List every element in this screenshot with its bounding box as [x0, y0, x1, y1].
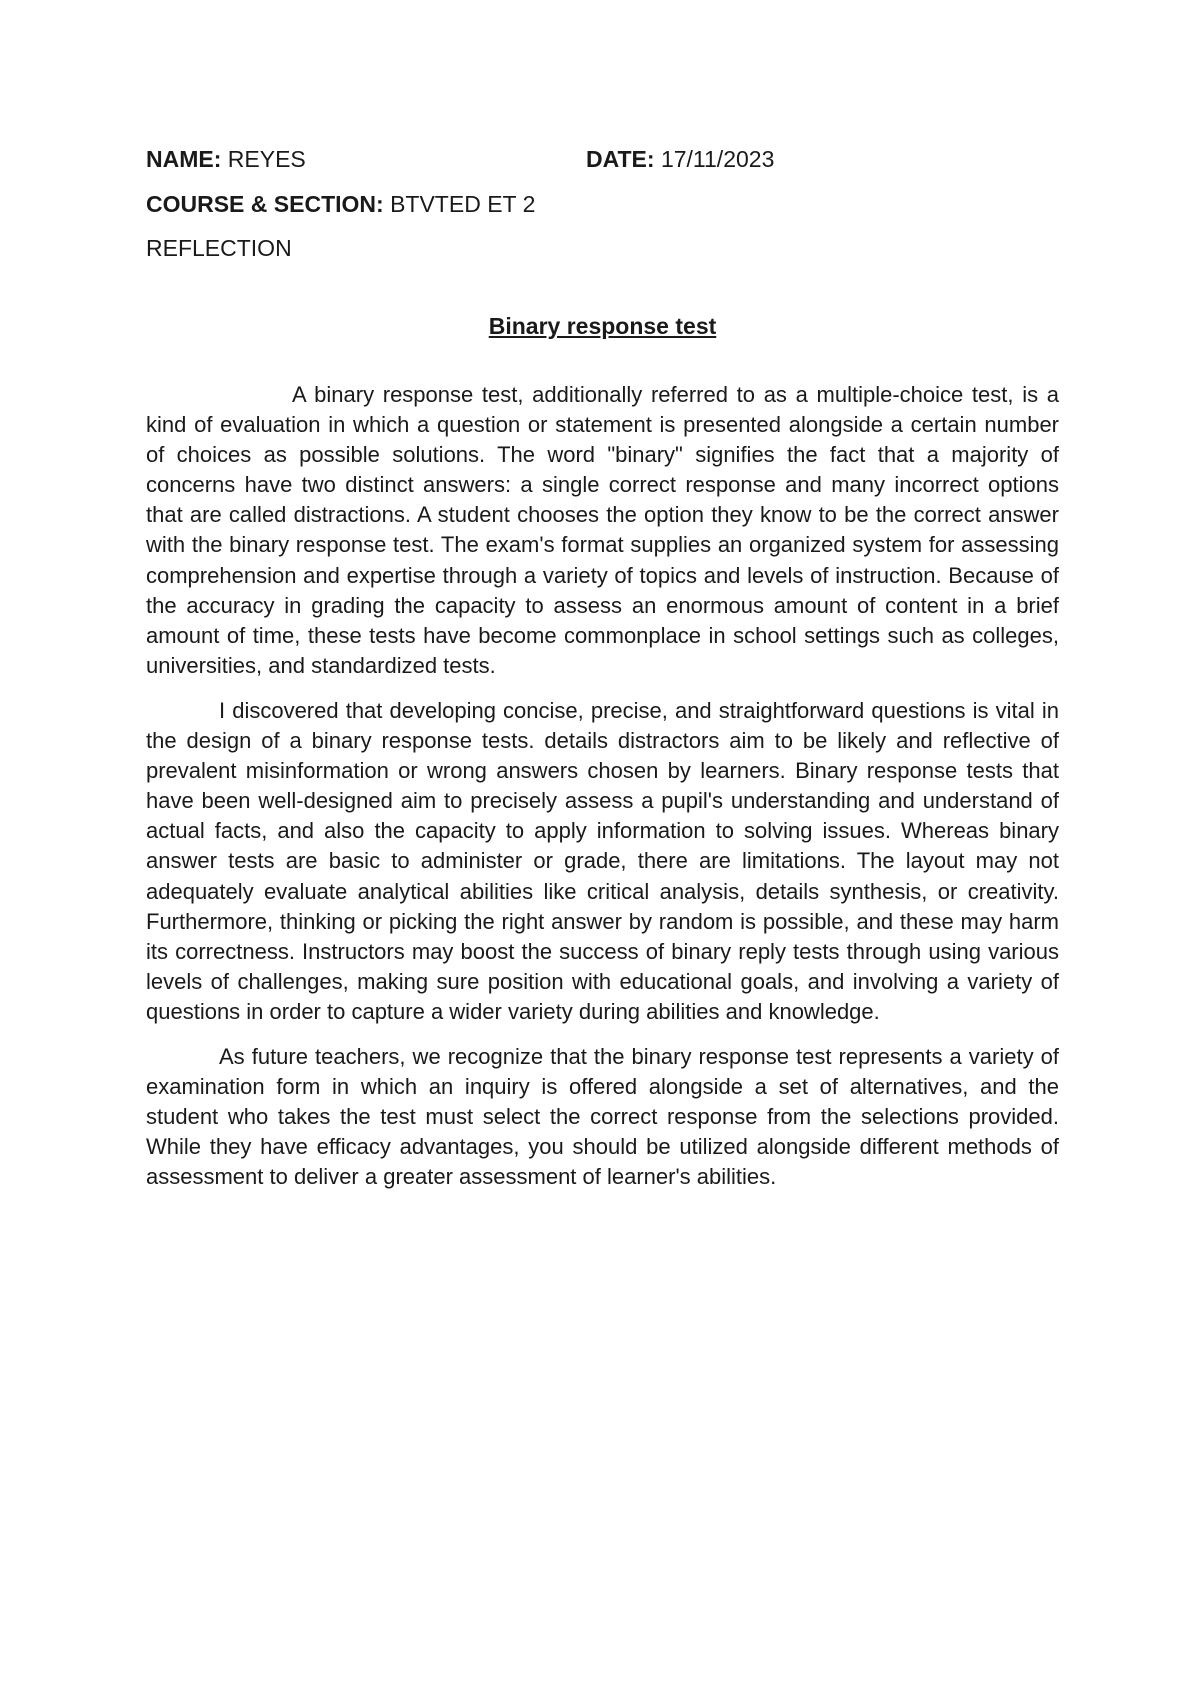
- header-row-name-date: [146, 144, 1059, 174]
- date-value: 17/11/2023: [654, 146, 775, 172]
- name-field: [146, 146, 306, 172]
- reflection-label: REFLECTION: [146, 235, 292, 261]
- course-section-field: [146, 189, 1059, 219]
- name-value: REYES: [221, 146, 306, 172]
- date-label: DATE:: [586, 146, 655, 172]
- paragraph-2: I discovered that developing concise, precise, and straightforward questions is vital in the design of a binary response tests. details distractors aim to be likely and reflective of prevalent misinformation or wrong answers chosen by learners. Binary response tests that have been well-designed aim to precisely assess a pupil's understanding and understand of actual facts, and also the capacity to apply information to solving issues. Whereas binary answer tests are basic to administer or grade, there are limitations. The layout may not adequately evaluate analytical abilities like critical analysis, details synthesis, or creativity. Furthermore, thinking or picking the right answer by random is possible, and these may harm its correctness. Instructors may boost the success of binary reply tests through using various levels of challenges, making sure position with educational goals, and involving a variety of questions in order to capture a wider variety during abilities and knowledge.: [146, 697, 1059, 1024]
- name-label: NAME:: [146, 146, 222, 172]
- course-label: COURSE & SECTION:: [146, 191, 384, 217]
- course-value: BTVTED ET 2: [383, 191, 536, 217]
- paragraph-1: A binary response test, additionally referred to as a multiple-choice test, is a kind of evaluation in which a question or statement is presented alongside a certain number of choices as possible solutions. The word "binary" signifies the fact that a majority of concerns have two distinct answers: a single correct response and many incorrect options that are called distractions. A student chooses the option they know to be the correct answer with the binary response test. The exam's format supplies an organized system for assessing comprehension and expertise through a variety of topics and levels of instruction. Because of the accuracy in grading the capacity to assess an enormous amount of content in a brief amount of time, these tests have become commonplace in school settings such as colleges, universities, and standardized tests.: [146, 382, 1059, 678]
- document-body: [146, 380, 1059, 1192]
- document-title: Binary response test: [488, 313, 717, 339]
- date-field: [586, 144, 774, 174]
- document-content: [146, 144, 1059, 1207]
- paragraph-3: As future teachers, we recognize that the binary response test represents a variety of examination form in which an inquiry is offered alongside a set of alternatives, and the student who takes the test must select the correct response from the selections provided. While they have efficacy advantages, you should be utilized alongside different methods of assessment to deliver a greater assessment of learner's abilities.: [146, 1043, 1059, 1190]
